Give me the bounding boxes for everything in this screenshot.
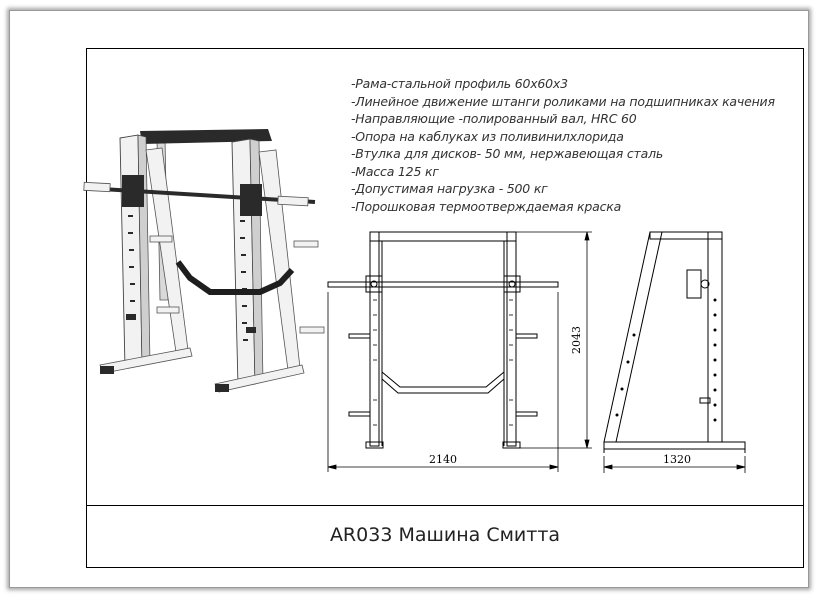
smith-machine-render (84, 129, 324, 392)
side-view-drawing (604, 232, 745, 453)
height-dimension: 2043 (570, 326, 583, 354)
spec-item: -Направляющие -полированный вал, HRC 60 (351, 111, 637, 126)
spec-item: -Линейное движение штанги роликами на подшипниках качения (351, 93, 775, 109)
product-title: AR033 Машина Смитта (329, 524, 561, 546)
spec-item: -Масса 125 кг (351, 163, 439, 179)
spec-item: -Втулка для дисков- 50 мм, нержавеющая сталь (351, 146, 664, 161)
front-view-drawing (328, 232, 558, 448)
width-dimension-line (328, 292, 558, 472)
spec-item: -Порошковая термоотверждаемая краска (351, 198, 622, 214)
width-dimension: 2140 (429, 453, 457, 466)
depth-dimension: 1320 (663, 453, 691, 466)
spec-item: -Рама-стальной профиль 60х60х3 (351, 76, 568, 91)
spec-item: -Допустимая нагрузка - 500 кг (351, 181, 548, 196)
spec-item: -Опора на каблуках из поливинилхлорида (351, 128, 624, 144)
